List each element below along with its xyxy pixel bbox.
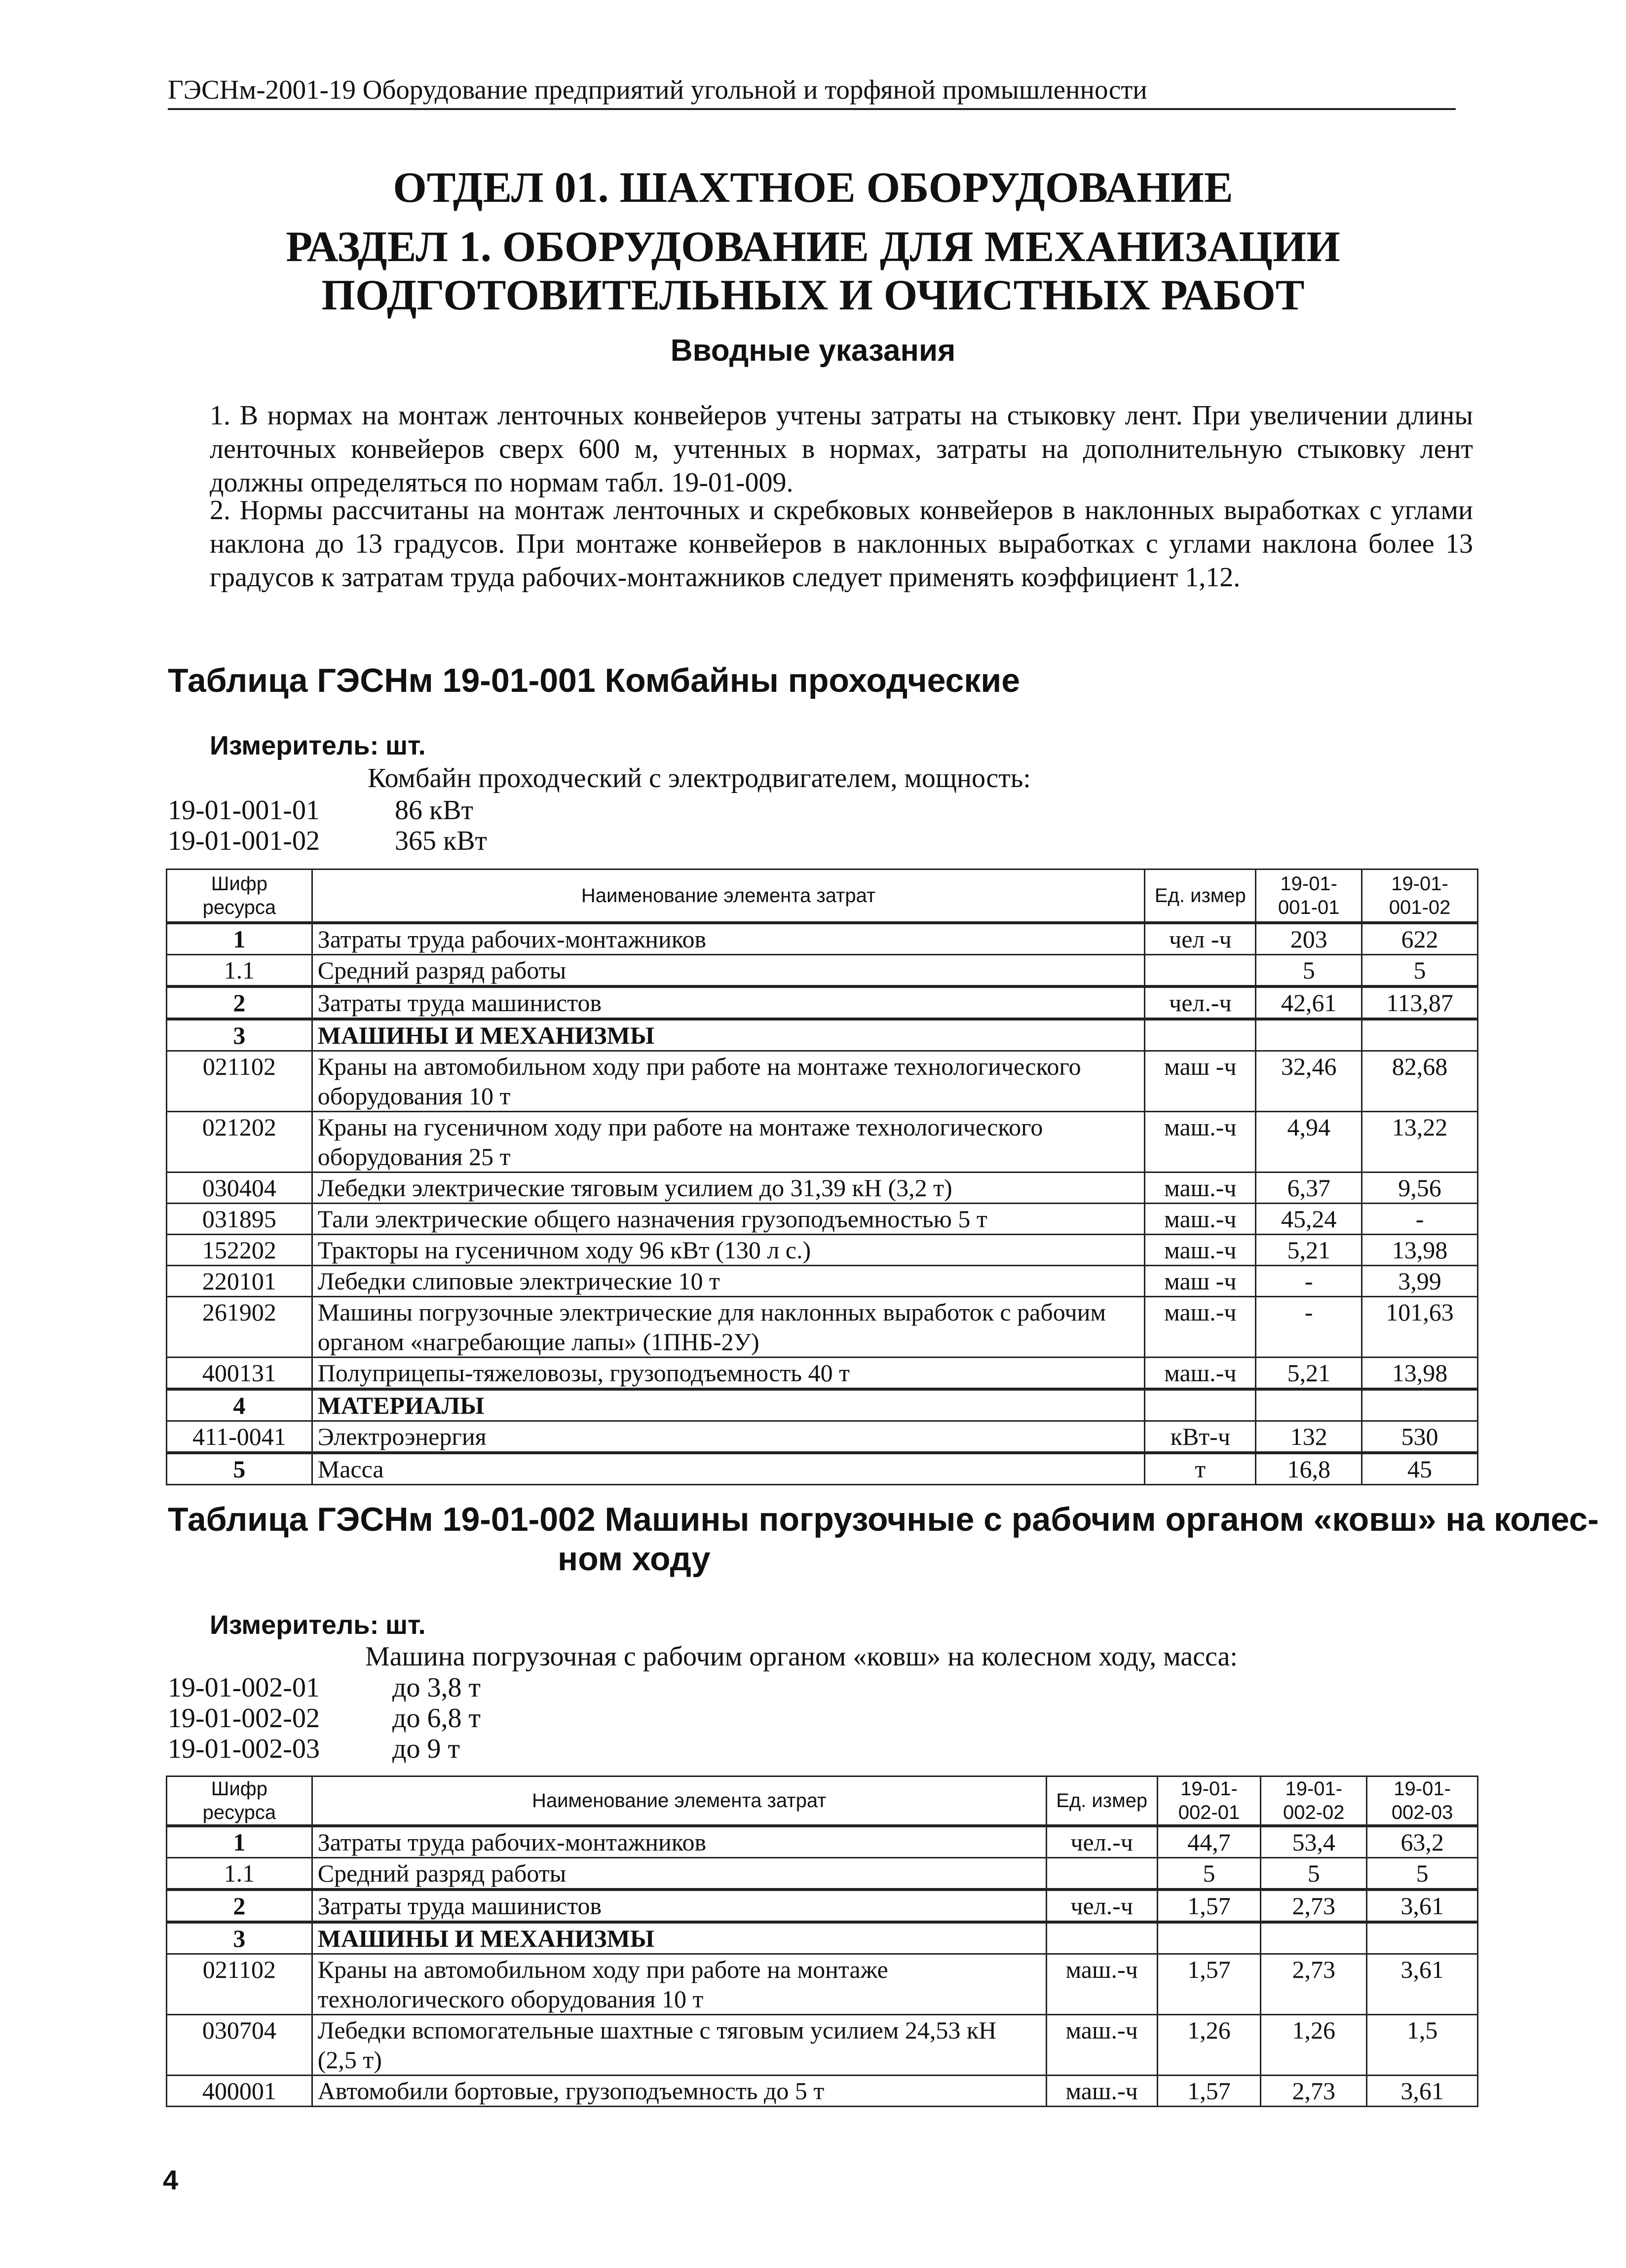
- row-name: Краны на автомобильном ходу при работе на монтаже технологического оборудования 10 т: [312, 1954, 1046, 2015]
- row-code: 1: [167, 1826, 312, 1858]
- row-name: МАШИНЫ И МЕХАНИЗМЫ: [312, 1019, 1145, 1051]
- table-row: [167, 1234, 1478, 1265]
- table2-variant-code: 19-01-002-01: [168, 1672, 320, 1703]
- table1-grid: [166, 869, 1478, 1485]
- row-name: МАШИНЫ И МЕХАНИЗМЫ: [312, 1922, 1046, 1954]
- row-unit: [1145, 1019, 1256, 1051]
- row-name: Лебедки слиповые электрические 10 т: [312, 1265, 1145, 1296]
- row-value: 132: [1256, 1421, 1362, 1453]
- row-name: Затраты труда машинистов: [312, 986, 1145, 1019]
- table2-title-line1: Таблица ГЭСНм 19-01-002 Машины погрузочные с рабочим органом «ковш» на колес-: [168, 1501, 1599, 1538]
- row-name: Средний разряд работы: [312, 954, 1145, 986]
- table2-measure: [210, 1610, 426, 1640]
- row-unit: [1145, 1389, 1256, 1421]
- row-value: 6,37: [1256, 1172, 1362, 1203]
- row-code: 152202: [167, 1234, 312, 1265]
- table2-description: Машина погрузочная с рабочим органом «ковш» на колесном ходу, масса:: [365, 1641, 1238, 1672]
- row-name: Лебедки электрические тяговым усилием до 31,39 кН (3,2 т): [312, 1172, 1145, 1203]
- row-value: -: [1256, 1265, 1362, 1296]
- table-row: [167, 1051, 1478, 1111]
- row-unit: [1145, 954, 1256, 986]
- table-row: [167, 1357, 1478, 1389]
- column-header-code: Шифр ресурса: [167, 1777, 312, 1826]
- row-name: Лебедки вспомогательные шахтные с тяговым усилием 24,53 кН (2,5 т): [312, 2015, 1046, 2076]
- table2-header-row: [167, 1777, 1478, 1826]
- table2-variant-code: 19-01-002-03: [168, 1734, 320, 1764]
- row-code: 030404: [167, 1172, 312, 1203]
- row-unit: [1046, 1858, 1157, 1890]
- row-unit: кВт-ч: [1145, 1421, 1256, 1453]
- row-unit: маш.-ч: [1145, 1203, 1256, 1234]
- row-code: 2: [167, 986, 312, 1019]
- row-code: 411-0041: [167, 1421, 312, 1453]
- row-unit: чел.-ч: [1046, 1890, 1157, 1922]
- row-name: Тракторы на гусеничном ходу 96 кВт (130 л с.): [312, 1234, 1145, 1265]
- column-header-variant-2: 19-01- 002-02: [1261, 1777, 1367, 1826]
- row-value: 101,63: [1362, 1296, 1478, 1357]
- intro-paragraph-1-text: 1. В нормах на монтаж ленточных конвейеров учтены затраты на стыковку лент. При увеличении длины ленточных конвейеров сверх 600 м, учтенных в нормах, затраты на дополнительную стыковку лент должны определяться по нормам табл. 19-01-009.: [210, 400, 1473, 498]
- row-value: [1256, 1019, 1362, 1051]
- intro-paragraph-2: [210, 493, 1473, 594]
- row-unit: маш.-ч: [1145, 1296, 1256, 1357]
- column-header-variant-3: 19-01- 002-03: [1367, 1777, 1478, 1826]
- row-name: Масса: [312, 1453, 1145, 1485]
- table-row: [167, 986, 1478, 1019]
- table-row: [167, 954, 1478, 986]
- row-value: 5: [1256, 954, 1362, 986]
- table-row: [167, 1453, 1478, 1485]
- table1-measure: [210, 730, 426, 761]
- row-code: 1: [167, 923, 312, 955]
- row-value: 13,98: [1362, 1357, 1478, 1389]
- row-code: 261902: [167, 1296, 312, 1357]
- table1-header-row: [167, 869, 1478, 923]
- intro-paragraph-1: [210, 399, 1473, 499]
- table1-variant-code: 19-01-001-01: [168, 795, 320, 826]
- row-code: 021102: [167, 1051, 312, 1111]
- row-value: 3,61: [1367, 2076, 1478, 2107]
- row-name: Полуприцепы-тяжеловозы, грузоподъемность 40 т: [312, 1357, 1145, 1389]
- row-value: 16,8: [1256, 1453, 1362, 1485]
- row-value: 32,46: [1256, 1051, 1362, 1111]
- row-code: 3: [167, 1019, 312, 1051]
- row-name: Тали электрические общего назначения грузоподъемностью 5 т: [312, 1203, 1145, 1234]
- row-code: 021202: [167, 1111, 312, 1172]
- table2-variant-code: 19-01-002-02: [168, 1703, 320, 1734]
- row-value: 3,99: [1362, 1265, 1478, 1296]
- row-value: 13,98: [1362, 1234, 1478, 1265]
- table-row: [167, 2015, 1478, 2076]
- row-unit: маш.-ч: [1145, 1234, 1256, 1265]
- table-row: [167, 2076, 1478, 2107]
- row-unit: чел.-ч: [1145, 986, 1256, 1019]
- row-unit: маш.-ч: [1145, 1172, 1256, 1203]
- row-value: 203: [1256, 923, 1362, 955]
- row-value: -: [1362, 1203, 1478, 1234]
- row-code: 2: [167, 1890, 312, 1922]
- row-name: Затраты труда рабочих-монтажников: [312, 923, 1145, 955]
- row-value: 3,61: [1367, 1954, 1478, 2015]
- running-header: ГЭСНм-2001-19 Оборудование предприятий угольной и торфяной промышленности: [168, 74, 1456, 110]
- row-value: 63,2: [1367, 1826, 1478, 1858]
- table-row: [167, 1421, 1478, 1453]
- row-value: 5,21: [1256, 1357, 1362, 1389]
- table1-description: Комбайн проходческий с электродвигателем, мощность:: [368, 763, 1031, 794]
- row-value: 1,26: [1157, 2015, 1261, 2076]
- row-unit: маш.-ч: [1046, 1954, 1157, 2015]
- row-value: 1,57: [1157, 1954, 1261, 2015]
- row-value: 1,26: [1261, 2015, 1367, 2076]
- row-value: 5,21: [1256, 1234, 1362, 1265]
- table2-grid: [166, 1776, 1478, 2107]
- table1-measure-label: Измеритель:: [210, 731, 379, 760]
- row-unit: маш.-ч: [1046, 2015, 1157, 2076]
- column-header-variant-1: 19-01- 002-01: [1157, 1777, 1261, 1826]
- column-header-name: Наименование элемента затрат: [312, 869, 1145, 923]
- table1-title: Таблица ГЭСНм 19-01-001 Комбайны проходческие: [168, 662, 1021, 699]
- row-value: 4,94: [1256, 1111, 1362, 1172]
- row-value: 45: [1362, 1453, 1478, 1485]
- row-code: 4: [167, 1389, 312, 1421]
- row-value: 44,7: [1157, 1826, 1261, 1858]
- row-value: 82,68: [1362, 1051, 1478, 1111]
- row-value: 1,57: [1157, 1890, 1261, 1922]
- table-row: [167, 1111, 1478, 1172]
- table-row: [167, 1922, 1478, 1954]
- intro-paragraph-2-text: 2. Нормы рассчитаны на монтаж ленточных и скребковых конвейеров в наклонных выработках с углами наклона до 13 градусов. При монтаже конвейеров в наклонных выработках с углами наклона более 13 градусов к затратам труда рабочих-монтажников следует применять коэффициент 1,12.: [210, 495, 1473, 593]
- table1-variant-value: 86 кВт: [395, 795, 474, 826]
- row-value: 530: [1362, 1421, 1478, 1453]
- row-value: 5: [1157, 1858, 1261, 1890]
- row-code: 5: [167, 1453, 312, 1485]
- row-value: 2,73: [1261, 1954, 1367, 2015]
- table1-variant-value: 365 кВт: [395, 826, 488, 856]
- row-name: МАТЕРИАЛЫ: [312, 1389, 1145, 1421]
- table-row: [167, 1265, 1478, 1296]
- row-value: [1362, 1019, 1478, 1051]
- row-value: 13,22: [1362, 1111, 1478, 1172]
- table-row: [167, 1019, 1478, 1051]
- table-row: [167, 1954, 1478, 2015]
- row-name: Электроэнергия: [312, 1421, 1145, 1453]
- row-value: 5: [1367, 1858, 1478, 1890]
- row-value: 622: [1362, 923, 1478, 955]
- page-number: 4: [163, 2164, 179, 2195]
- row-code: 030704: [167, 2015, 312, 2076]
- column-header-name: Наименование элемента затрат: [312, 1777, 1046, 1826]
- row-value: [1256, 1389, 1362, 1421]
- row-unit: маш.-ч: [1145, 1111, 1256, 1172]
- row-unit: т: [1145, 1453, 1256, 1485]
- table1-variant-code: 19-01-001-02: [168, 826, 320, 856]
- row-value: 2,73: [1261, 1890, 1367, 1922]
- row-unit: чел -ч: [1145, 923, 1256, 955]
- row-name: Машины погрузочные электрические для наклонных выработок с рабочим органом «нагребающие лапы» (1ПНБ-2У): [312, 1296, 1145, 1357]
- table-row: [167, 1389, 1478, 1421]
- row-value: 9,56: [1362, 1172, 1478, 1203]
- row-value: [1157, 1922, 1261, 1954]
- row-value: 1,5: [1367, 2015, 1478, 2076]
- row-name: Краны на автомобильном ходу при работе на монтаже технологического оборудования 10 т: [312, 1051, 1145, 1111]
- row-code: 220101: [167, 1265, 312, 1296]
- row-code: 400001: [167, 2076, 312, 2107]
- row-value: [1362, 1389, 1478, 1421]
- row-name: Краны на гусеничном ходу при работе на монтаже технологического оборудования 25 т: [312, 1111, 1145, 1172]
- row-unit: чел.-ч: [1046, 1826, 1157, 1858]
- table2-variant-value: до 9 т: [392, 1734, 460, 1764]
- row-value: 3,61: [1367, 1890, 1478, 1922]
- row-name: Затраты труда рабочих-монтажников: [312, 1826, 1046, 1858]
- column-header-unit: Ед. измер: [1145, 869, 1256, 923]
- column-header-unit: Ед. измер: [1046, 1777, 1157, 1826]
- table-row: [167, 1203, 1478, 1234]
- row-unit: маш -ч: [1145, 1265, 1256, 1296]
- row-value: 42,61: [1256, 986, 1362, 1019]
- row-name: Автомобили бортовые, грузоподъемность до 5 т: [312, 2076, 1046, 2107]
- table-row: [167, 1890, 1478, 1922]
- row-unit: маш -ч: [1145, 1051, 1256, 1111]
- row-value: 5: [1261, 1858, 1367, 1890]
- table2-variant-value: до 6,8 т: [392, 1703, 481, 1734]
- row-code: 031895: [167, 1203, 312, 1234]
- table2-title-line2: ном ходу: [558, 1540, 711, 1578]
- row-value: 113,87: [1362, 986, 1478, 1019]
- row-value: [1261, 1922, 1367, 1954]
- row-value: 5: [1362, 954, 1478, 986]
- row-code: 1.1: [167, 954, 312, 986]
- column-header-code: Шифр ресурса: [167, 869, 312, 923]
- intro-heading: Вводные указания: [670, 334, 956, 368]
- column-header-variant-1: 19-01- 001-01: [1256, 869, 1362, 923]
- column-header-variant-2: 19-01- 001-02: [1362, 869, 1478, 923]
- row-value: 1,57: [1157, 2076, 1261, 2107]
- row-unit: маш.-ч: [1046, 2076, 1157, 2107]
- department-title: ОТДЕЛ 01. ШАХТНОЕ ОБОРУДОВАНИЕ: [393, 164, 1233, 212]
- row-unit: маш.-ч: [1145, 1357, 1256, 1389]
- table1-measure-value: шт.: [385, 731, 426, 760]
- table-row: [167, 1172, 1478, 1203]
- row-value: -: [1256, 1296, 1362, 1357]
- row-name: Затраты труда машинистов: [312, 1890, 1046, 1922]
- row-value: 53,4: [1261, 1826, 1367, 1858]
- row-name: Средний разряд работы: [312, 1858, 1046, 1890]
- table-row: [167, 1296, 1478, 1357]
- table-row: [167, 1858, 1478, 1890]
- row-value: 2,73: [1261, 2076, 1367, 2107]
- row-unit: [1046, 1922, 1157, 1954]
- section-title-line1: РАЗДЕЛ 1. ОБОРУДОВАНИЕ ДЛЯ МЕХАНИЗАЦИИ: [286, 223, 1340, 271]
- row-code: 3: [167, 1922, 312, 1954]
- table2-variant-value: до 3,8 т: [392, 1672, 481, 1703]
- row-code: 400131: [167, 1357, 312, 1389]
- table-row: [167, 1826, 1478, 1858]
- table-row: [167, 923, 1478, 955]
- section-title-line2: ПОДГОТОВИТЕЛЬНЫХ И ОЧИСТНЫХ РАБОТ: [321, 271, 1305, 319]
- row-value: [1367, 1922, 1478, 1954]
- row-value: 45,24: [1256, 1203, 1362, 1234]
- table2-measure-label: Измеритель:: [210, 1610, 379, 1640]
- row-code: 021102: [167, 1954, 312, 2015]
- row-code: 1.1: [167, 1858, 312, 1890]
- table2-measure-value: шт.: [385, 1610, 426, 1640]
